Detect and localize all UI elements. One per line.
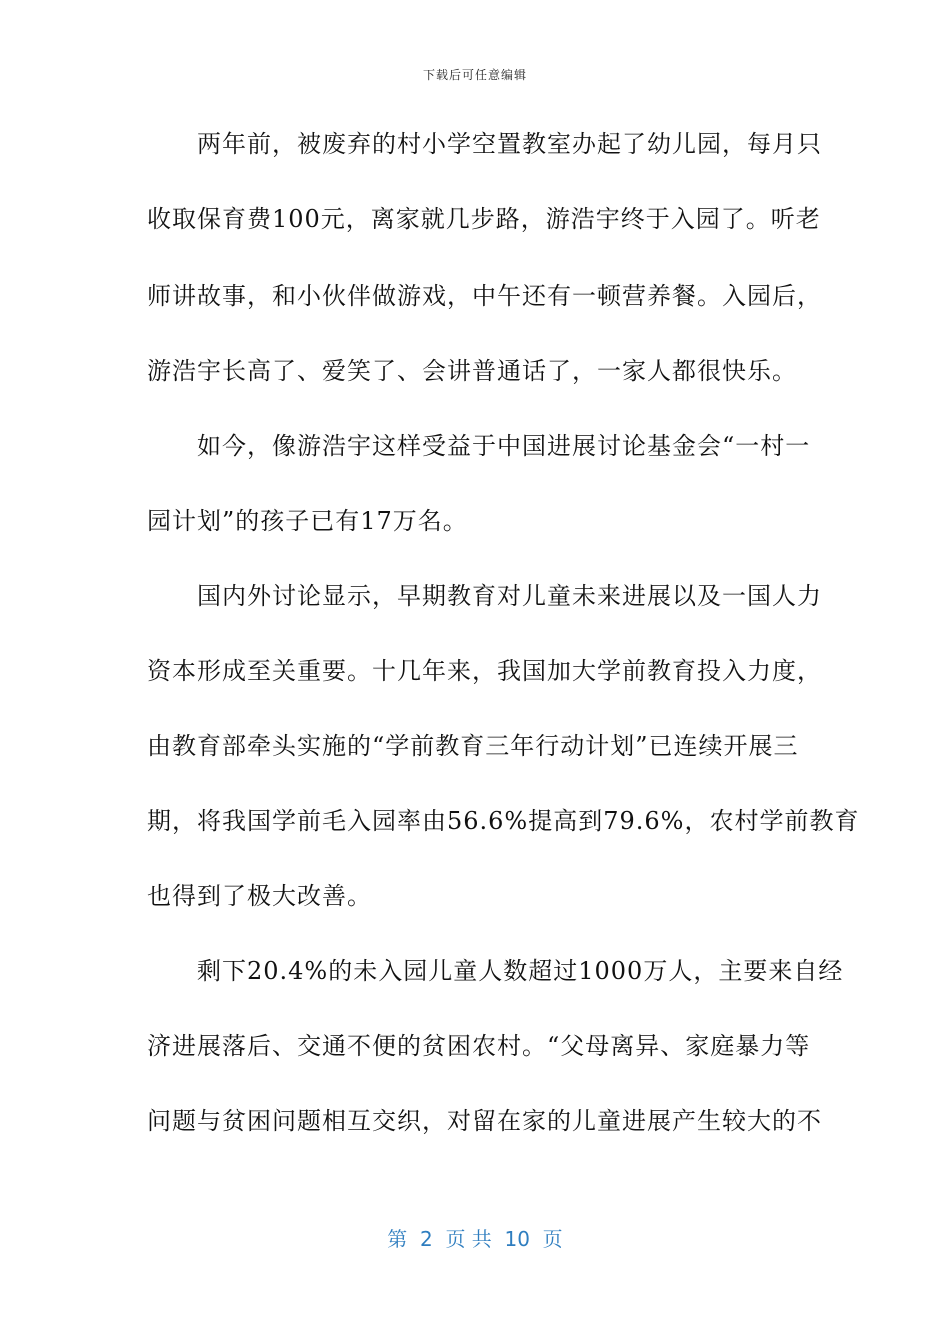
- text-line: 两年前，被废弃的村小学空置教室办起了幼儿园，每月只: [147, 130, 822, 158]
- text-line: 收取保育费100元，离家就几步路，游浩宇终于入园了。听老: [147, 205, 821, 233]
- text-line: 问题与贫困问题相互交织，对留在家的儿童进展产生较大的不: [147, 1107, 822, 1135]
- text-line: 资本形成至关重要。十几年来，我国加大学前教育投入力度，: [147, 657, 822, 685]
- text-line: 游浩宇长高了、爱笑了、会讲普通话了，一家人都很快乐。: [147, 357, 797, 385]
- page-header: 下载后可任意编辑: [422, 68, 527, 82]
- text-line: 由教育部牵头实施的“学前教育三年行动计划”已连续开展三: [147, 732, 799, 760]
- text-line: 园计划”的孩子已有17万名。: [147, 507, 468, 535]
- text-line: 剩下20.4%的未入园儿童人数超过1000万人，主要来自经: [147, 957, 844, 985]
- text-line: 也得到了极大改善。: [147, 882, 372, 910]
- text-line: 师讲故事，和小伙伴做游戏，中午还有一顿营养餐。入园后，: [147, 282, 822, 310]
- text-line: 济进展落后、交通不便的贫困农村。“父母离异、家庭暴力等: [147, 1032, 811, 1060]
- page-number-footer: 第 2 页 共 10 页: [387, 1227, 563, 1251]
- text-line: 如今，像游浩宇这样受益于中国进展讨论基金会“一村一: [147, 432, 811, 460]
- text-line: 国内外讨论显示，早期教育对儿童未来进展以及一国人力: [147, 582, 822, 610]
- text-line: 期，将我国学前毛入园率由56.6%提高到79.6%，农村学前教育: [147, 807, 860, 835]
